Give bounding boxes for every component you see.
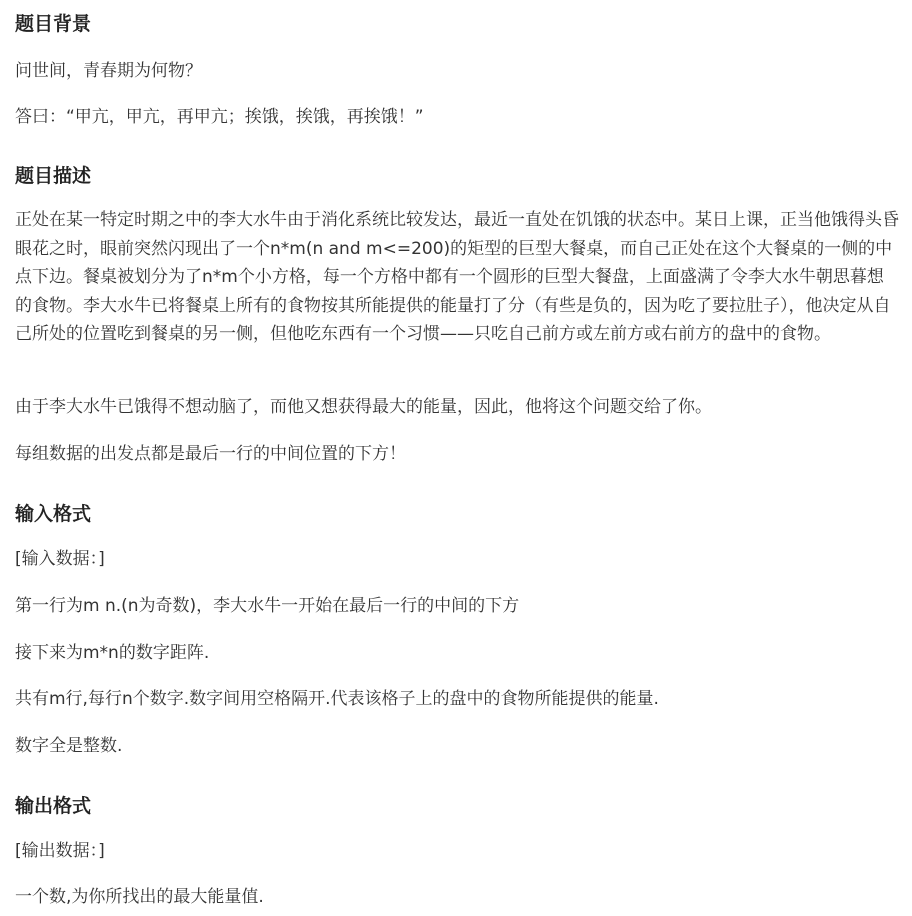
section-title-output: 输出格式 — [15, 795, 92, 817]
input-line-5: 数字全是整数. — [15, 736, 123, 756]
section-title-input: 输入格式 — [15, 503, 92, 525]
output-line-1: [输出数据：] — [15, 841, 105, 861]
input-line-3: 接下来为m*n的数字距阵. — [15, 643, 210, 663]
output-line-2: 一个数,为你所找出的最大能量值. — [15, 887, 264, 907]
input-line-2: 第一行为m n.(n为奇数)，李大水牛一开始在最后一行的中间的下方 — [15, 596, 520, 616]
background-line-2: 答曰：“甲亢，甲亢，再甲亢；挨饿，挨饿，再挨饿！” — [15, 107, 424, 127]
description-paragraph-2: 由于李大水牛已饿得不想动脑了，而他又想获得最大的能量，因此，他将这个问题交给了你。 — [15, 397, 712, 417]
section-title-description: 题目描述 — [15, 165, 92, 187]
background-line-1: 问世间，青春期为何物？ — [15, 61, 202, 81]
input-line-4: 共有m行,每行n个数字.数字间用空格隔开.代表该格子上的盘中的食物所能提供的能量. — [15, 689, 659, 709]
section-title-background: 题目背景 — [15, 13, 92, 35]
description-paragraph-3: 每组数据的出发点都是最后一行的中间位置的下方！ — [15, 444, 406, 464]
input-line-1: [输入数据：] — [15, 549, 105, 569]
description-paragraph-1: 正处在某一特定时期之中的李大水牛由于消化系统比较发达，最近一直处在饥饿的状态中。某日上课，正当他饿得头昏眼花之时，眼前突然闪现出了一个n*m(n and m<=200)的矩型的巨型大餐桌，而自己正处在这个大餐桌的一侧的中点下边。餐桌被划分为了n*m个小方格，每一个方格中都有一个圆形的巨型大餐盘，上面盛满了令李大水牛朝思暮想的食物。李大水牛已将餐桌上所有的食物按其所能提供的能量打了分（有些是负的，因为吃了要拉肚子），他决定从自己所处的位置吃到餐桌的另一侧，但他吃东西有一个习惯——只吃自己前方或左前方或右前方的盘中的食物。 — [15, 210, 899, 344]
